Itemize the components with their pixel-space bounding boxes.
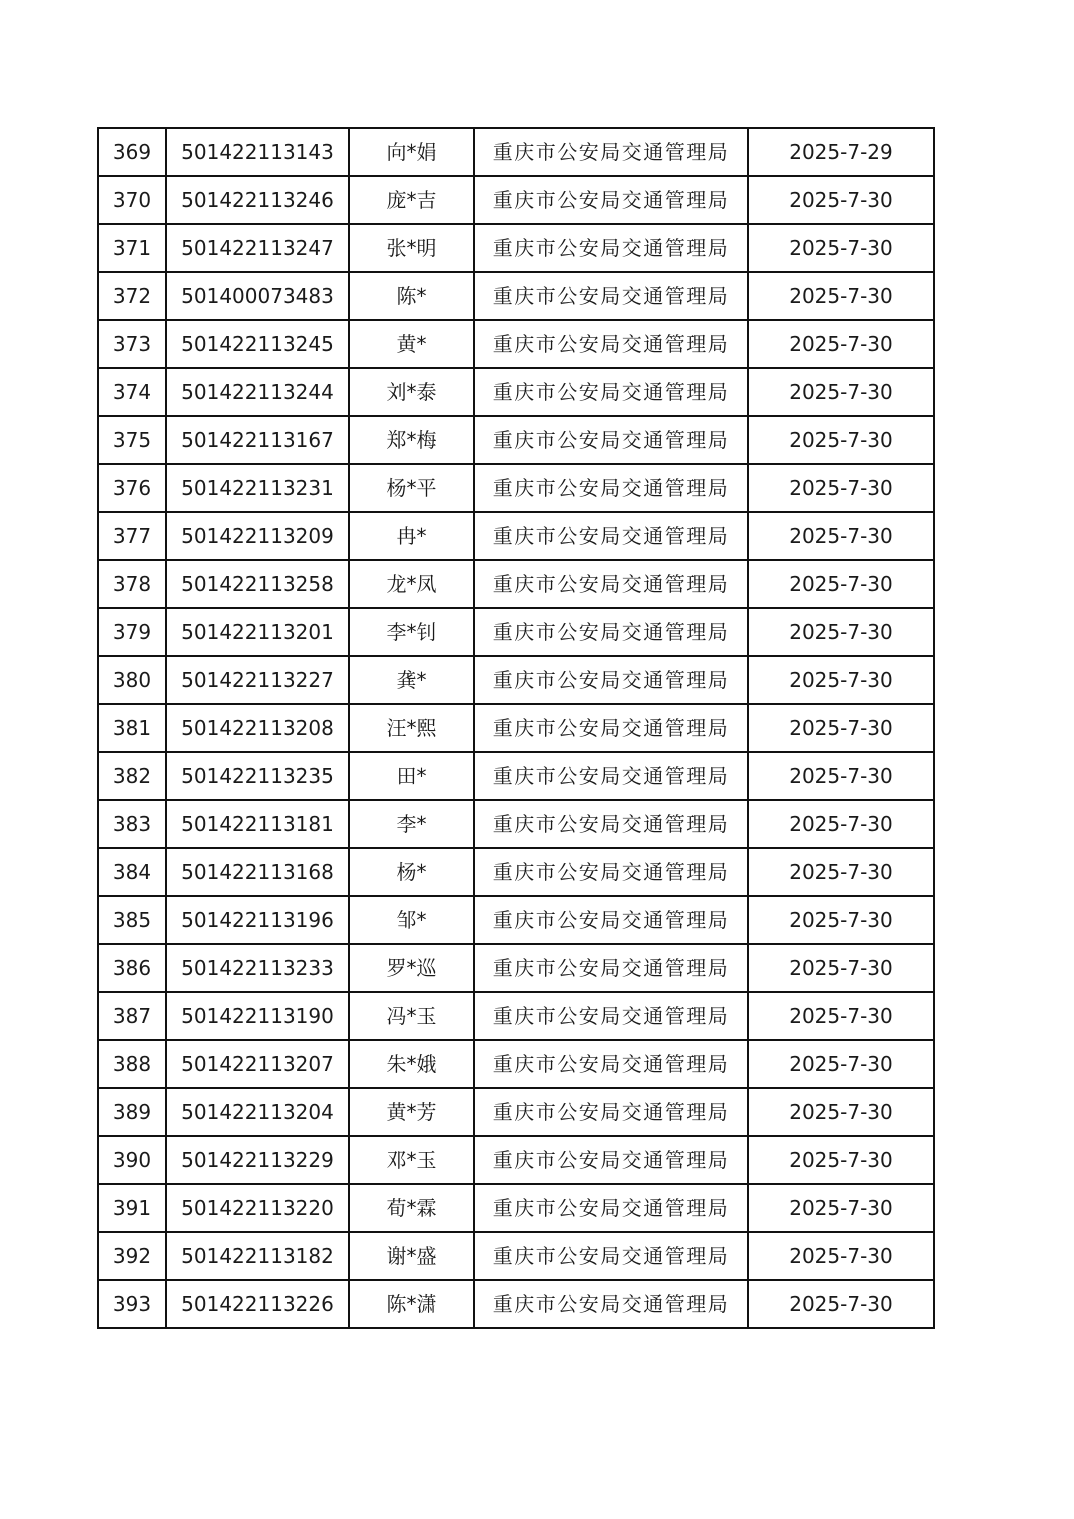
table-row [98, 1184, 934, 1232]
cell-organization: 重庆市公安局交通管理局 [474, 656, 748, 704]
cell-date: 2025-7-30 [748, 992, 934, 1040]
cell-person-name: 冯*玉 [349, 992, 474, 1040]
cell-date: 2025-7-30 [748, 464, 934, 512]
cell-record-id: 501422113181 [166, 800, 349, 848]
table-row [98, 560, 934, 608]
table-row [98, 1136, 934, 1184]
cell-record-id: 501422113190 [166, 992, 349, 1040]
cell-organization: 重庆市公安局交通管理局 [474, 752, 748, 800]
cell-organization: 重庆市公安局交通管理局 [474, 800, 748, 848]
cell-date: 2025-7-30 [748, 416, 934, 464]
cell-record-id: 501422113235 [166, 752, 349, 800]
cell-date: 2025-7-30 [748, 176, 934, 224]
cell-sequence-number: 393 [98, 1280, 166, 1328]
table-row [98, 944, 934, 992]
cell-person-name: 庞*吉 [349, 176, 474, 224]
cell-person-name: 陈* [349, 272, 474, 320]
cell-person-name: 邹* [349, 896, 474, 944]
records-table [97, 127, 935, 1329]
cell-sequence-number: 390 [98, 1136, 166, 1184]
cell-date: 2025-7-30 [748, 1280, 934, 1328]
cell-person-name: 陈*潇 [349, 1280, 474, 1328]
cell-person-name: 谢*盛 [349, 1232, 474, 1280]
table-row [98, 1088, 934, 1136]
cell-sequence-number: 377 [98, 512, 166, 560]
cell-person-name: 罗*巡 [349, 944, 474, 992]
cell-sequence-number: 378 [98, 560, 166, 608]
table-row [98, 800, 934, 848]
cell-sequence-number: 373 [98, 320, 166, 368]
cell-person-name: 朱*娥 [349, 1040, 474, 1088]
cell-organization: 重庆市公安局交通管理局 [474, 1088, 748, 1136]
cell-date: 2025-7-30 [748, 896, 934, 944]
cell-organization: 重庆市公安局交通管理局 [474, 368, 748, 416]
table-row [98, 176, 934, 224]
cell-person-name: 黄*芳 [349, 1088, 474, 1136]
cell-date: 2025-7-30 [748, 560, 934, 608]
table-row [98, 608, 934, 656]
table-row [98, 848, 934, 896]
cell-record-id: 501422113229 [166, 1136, 349, 1184]
cell-organization: 重庆市公安局交通管理局 [474, 512, 748, 560]
table-row [98, 656, 934, 704]
table-row [98, 128, 934, 176]
cell-person-name: 杨* [349, 848, 474, 896]
cell-person-name: 龚* [349, 656, 474, 704]
cell-date: 2025-7-30 [748, 1136, 934, 1184]
cell-organization: 重庆市公安局交通管理局 [474, 1184, 748, 1232]
cell-organization: 重庆市公安局交通管理局 [474, 1280, 748, 1328]
cell-record-id: 501422113227 [166, 656, 349, 704]
cell-person-name: 荀*霖 [349, 1184, 474, 1232]
cell-sequence-number: 388 [98, 1040, 166, 1088]
table-row [98, 1280, 934, 1328]
cell-date: 2025-7-30 [748, 1232, 934, 1280]
cell-organization: 重庆市公安局交通管理局 [474, 320, 748, 368]
cell-sequence-number: 372 [98, 272, 166, 320]
cell-person-name: 汪*熙 [349, 704, 474, 752]
cell-organization: 重庆市公安局交通管理局 [474, 464, 748, 512]
cell-sequence-number: 369 [98, 128, 166, 176]
cell-record-id: 501422113258 [166, 560, 349, 608]
cell-date: 2025-7-30 [748, 272, 934, 320]
cell-person-name: 李* [349, 800, 474, 848]
table-row [98, 320, 934, 368]
cell-date: 2025-7-30 [748, 656, 934, 704]
cell-date: 2025-7-30 [748, 848, 934, 896]
cell-date: 2025-7-30 [748, 512, 934, 560]
cell-person-name: 刘*泰 [349, 368, 474, 416]
cell-sequence-number: 376 [98, 464, 166, 512]
cell-sequence-number: 384 [98, 848, 166, 896]
table-row [98, 224, 934, 272]
cell-date: 2025-7-30 [748, 320, 934, 368]
cell-person-name: 向*娟 [349, 128, 474, 176]
cell-sequence-number: 370 [98, 176, 166, 224]
cell-sequence-number: 374 [98, 368, 166, 416]
cell-person-name: 杨*平 [349, 464, 474, 512]
cell-record-id: 501422113246 [166, 176, 349, 224]
cell-record-id: 501400073483 [166, 272, 349, 320]
cell-date: 2025-7-30 [748, 752, 934, 800]
cell-organization: 重庆市公安局交通管理局 [474, 704, 748, 752]
cell-person-name: 黄* [349, 320, 474, 368]
cell-person-name: 田* [349, 752, 474, 800]
cell-organization: 重庆市公安局交通管理局 [474, 128, 748, 176]
cell-sequence-number: 389 [98, 1088, 166, 1136]
cell-sequence-number: 383 [98, 800, 166, 848]
cell-person-name: 李*钊 [349, 608, 474, 656]
table-row [98, 368, 934, 416]
cell-record-id: 501422113167 [166, 416, 349, 464]
cell-sequence-number: 387 [98, 992, 166, 1040]
cell-sequence-number: 371 [98, 224, 166, 272]
cell-record-id: 501422113209 [166, 512, 349, 560]
cell-date: 2025-7-30 [748, 944, 934, 992]
table-row [98, 416, 934, 464]
cell-record-id: 501422113233 [166, 944, 349, 992]
cell-sequence-number: 382 [98, 752, 166, 800]
cell-sequence-number: 385 [98, 896, 166, 944]
cell-sequence-number: 391 [98, 1184, 166, 1232]
table-row [98, 512, 934, 560]
cell-sequence-number: 375 [98, 416, 166, 464]
cell-organization: 重庆市公安局交通管理局 [474, 1232, 748, 1280]
cell-record-id: 501422113201 [166, 608, 349, 656]
table-row [98, 464, 934, 512]
cell-organization: 重庆市公安局交通管理局 [474, 608, 748, 656]
cell-organization: 重庆市公安局交通管理局 [474, 176, 748, 224]
cell-date: 2025-7-30 [748, 608, 934, 656]
cell-person-name: 张*明 [349, 224, 474, 272]
cell-date: 2025-7-30 [748, 224, 934, 272]
cell-person-name: 冉* [349, 512, 474, 560]
table-row [98, 272, 934, 320]
cell-record-id: 501422113245 [166, 320, 349, 368]
cell-organization: 重庆市公安局交通管理局 [474, 560, 748, 608]
cell-person-name: 龙*凤 [349, 560, 474, 608]
cell-date: 2025-7-30 [748, 1040, 934, 1088]
cell-sequence-number: 392 [98, 1232, 166, 1280]
cell-date: 2025-7-29 [748, 128, 934, 176]
cell-sequence-number: 386 [98, 944, 166, 992]
cell-organization: 重庆市公安局交通管理局 [474, 416, 748, 464]
cell-record-id: 501422113168 [166, 848, 349, 896]
cell-person-name: 郑*梅 [349, 416, 474, 464]
cell-date: 2025-7-30 [748, 368, 934, 416]
cell-record-id: 501422113247 [166, 224, 349, 272]
cell-sequence-number: 380 [98, 656, 166, 704]
cell-person-name: 邓*玉 [349, 1136, 474, 1184]
cell-record-id: 501422113182 [166, 1232, 349, 1280]
cell-organization: 重庆市公安局交通管理局 [474, 272, 748, 320]
cell-date: 2025-7-30 [748, 1184, 934, 1232]
cell-organization: 重庆市公安局交通管理局 [474, 1136, 748, 1184]
cell-organization: 重庆市公安局交通管理局 [474, 944, 748, 992]
cell-organization: 重庆市公安局交通管理局 [474, 1040, 748, 1088]
table-row [98, 704, 934, 752]
table-row [98, 1040, 934, 1088]
cell-record-id: 501422113208 [166, 704, 349, 752]
table-row [98, 1232, 934, 1280]
table-row [98, 752, 934, 800]
cell-record-id: 501422113207 [166, 1040, 349, 1088]
cell-record-id: 501422113220 [166, 1184, 349, 1232]
records-table-body [98, 128, 934, 1328]
table-row [98, 992, 934, 1040]
cell-organization: 重庆市公安局交通管理局 [474, 224, 748, 272]
cell-record-id: 501422113196 [166, 896, 349, 944]
cell-record-id: 501422113231 [166, 464, 349, 512]
cell-record-id: 501422113226 [166, 1280, 349, 1328]
cell-date: 2025-7-30 [748, 800, 934, 848]
cell-organization: 重庆市公安局交通管理局 [474, 992, 748, 1040]
cell-sequence-number: 381 [98, 704, 166, 752]
cell-date: 2025-7-30 [748, 704, 934, 752]
table-row [98, 896, 934, 944]
cell-record-id: 501422113143 [166, 128, 349, 176]
cell-record-id: 501422113204 [166, 1088, 349, 1136]
cell-date: 2025-7-30 [748, 1088, 934, 1136]
cell-record-id: 501422113244 [166, 368, 349, 416]
cell-sequence-number: 379 [98, 608, 166, 656]
cell-organization: 重庆市公安局交通管理局 [474, 896, 748, 944]
cell-organization: 重庆市公安局交通管理局 [474, 848, 748, 896]
